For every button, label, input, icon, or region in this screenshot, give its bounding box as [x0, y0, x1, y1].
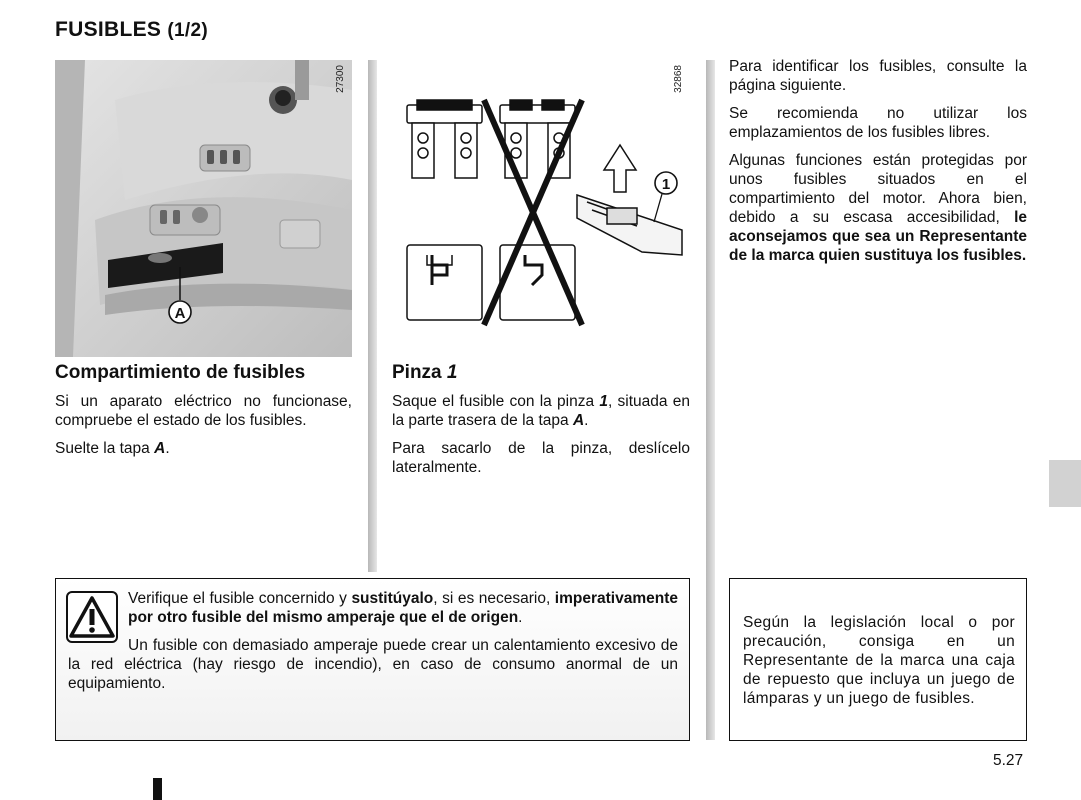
page-title-part: (1/2): [167, 20, 208, 41]
fuse-compartment-figure: [55, 60, 352, 357]
page-title: [55, 18, 208, 42]
text-run: .: [584, 412, 589, 429]
column-divider: [368, 60, 377, 572]
section-heading: Compartimiento de fusibles: [55, 362, 306, 383]
text-run: Suelte la tapa: [55, 440, 155, 457]
page-number: 5.27: [993, 752, 1024, 769]
section-heading: [392, 362, 690, 384]
paragraph: Se recomienda no utilizar los emplazamientos de los fusibles libres.: [729, 105, 1027, 141]
text-run: Algunas funciones están protegidas por unos fusibles situados en el compartimiento del motor. Ahora bien, debido a su escasa accesibilidad,: [729, 152, 1027, 226]
paragraph: Para identificar los fusibles, consulte la página siguiente.: [729, 58, 1027, 94]
text-run: Saque el fusible con la pinza: [392, 393, 600, 410]
paragraph: [128, 589, 678, 627]
reference-a: A: [154, 440, 166, 457]
text-run: .: [518, 609, 523, 626]
callout-1-label: 1: [661, 176, 671, 193]
section-fuse-compartment: [55, 362, 352, 467]
text-run: .: [165, 440, 170, 457]
bold-text: le aconsejamos que sea un Representante de la marca quien sustituya los fusibles.: [729, 209, 1027, 264]
paragraph: Para sacarlo de la pinza, deslícelo lateralmente.: [392, 440, 690, 476]
fuse-pliers-illustration: [392, 60, 690, 330]
page-marker: [153, 778, 162, 800]
column-divider: [706, 60, 715, 740]
section-pliers: [392, 362, 690, 486]
reference-a: A: [572, 412, 585, 429]
bold-text: sustitúyalo: [351, 590, 434, 607]
callout-a-label: A: [174, 305, 186, 322]
paragraph: [729, 151, 1027, 265]
warning-box: [55, 578, 690, 741]
section-info: [729, 57, 1027, 274]
paragraph: Si un aparato eléctrico no funcionase, compruebe el estado de los fusibles.: [55, 393, 352, 429]
text-run: , situada en la parte trasera de la tapa: [392, 393, 690, 429]
paragraph: [55, 439, 352, 458]
note-text: Según la legislación local o por precaución, consiga en un Representante de la marca una caja de repuesto que incluya un juego de lámparas y un juego de fusibles.: [743, 614, 1015, 707]
chapter-tab: [1049, 460, 1081, 507]
paragraph: Un fusible con demasiado amperaje puede crear un calentamiento excesivo de la red eléctrica (hay riesgo de incendio), en caso de consumo anormal de un equipamiento.: [68, 637, 678, 692]
paragraph: [392, 392, 690, 430]
reference-1: 1: [446, 362, 458, 383]
note-box: [729, 578, 1027, 741]
text-run: , si es necesario,: [433, 590, 555, 607]
reference-1: 1: [599, 393, 608, 410]
warning-text: [68, 589, 678, 702]
figure1-code: 27300: [335, 65, 346, 93]
page-title-main: FUSIBLES: [55, 18, 162, 41]
bold-text: imperativamente por otro fusible del mismo amperaje que el de origen: [128, 590, 678, 626]
figure2-code: 32868: [673, 65, 684, 93]
text-run: Verifique el fusible concernido y: [128, 590, 352, 607]
fuse-compartment-illustration: [55, 60, 352, 357]
fuse-pliers-figure: [392, 60, 690, 330]
text-run: Pinza: [392, 362, 447, 383]
